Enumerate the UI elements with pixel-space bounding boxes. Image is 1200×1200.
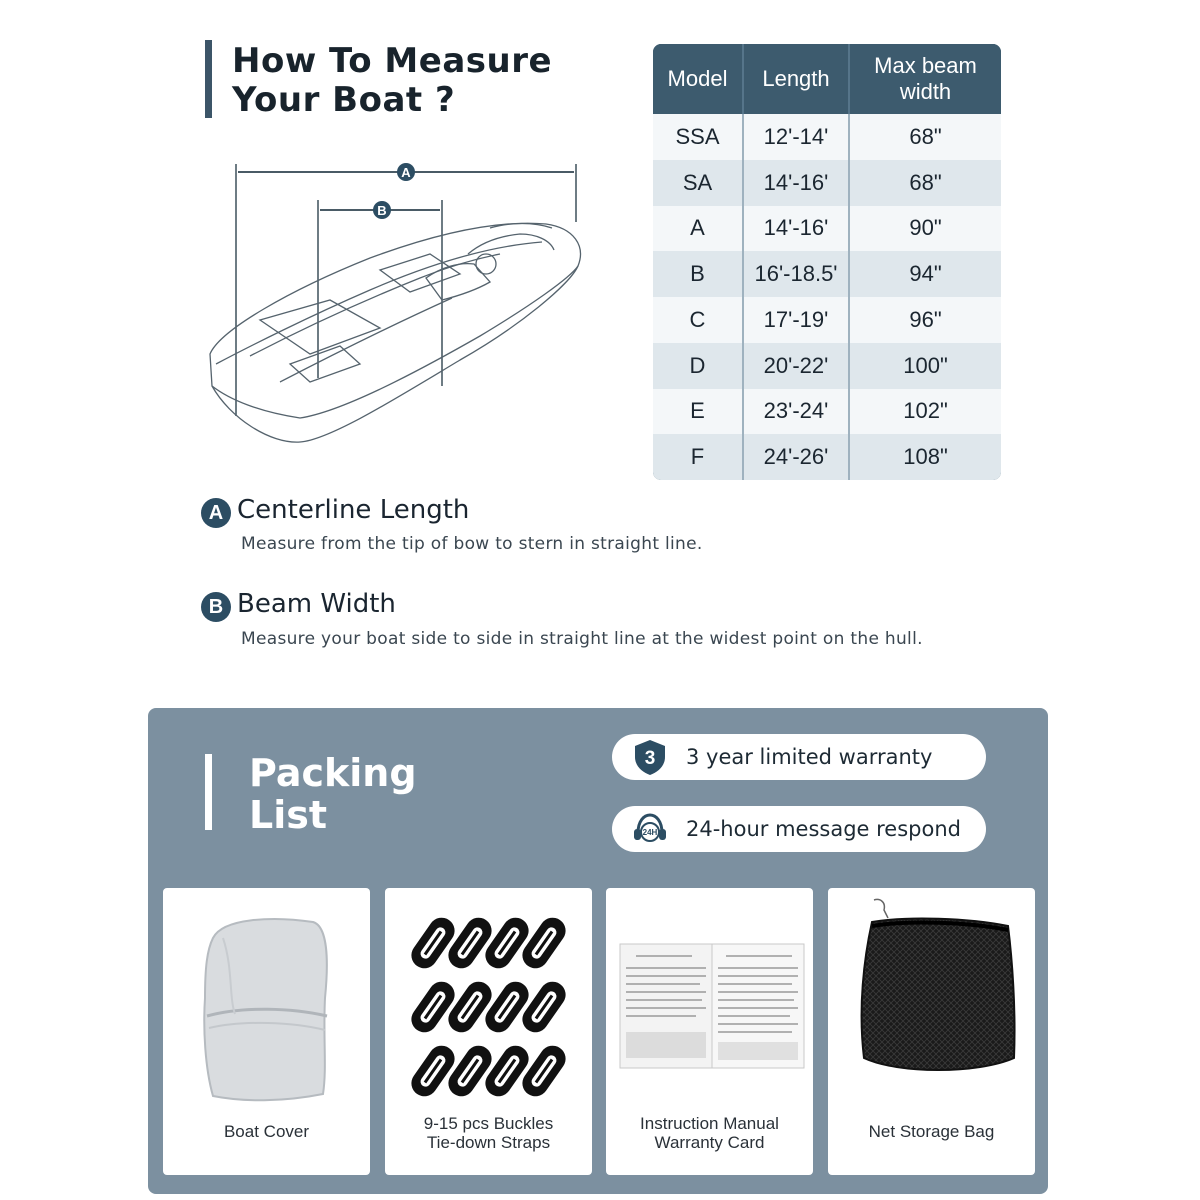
headset-24h-icon — [630, 809, 670, 849]
cell-model: E — [653, 389, 744, 435]
cell-model: C — [653, 297, 744, 343]
table-row — [653, 343, 1001, 389]
straps-icon — [385, 898, 592, 1108]
table-row — [653, 160, 1001, 206]
strap-coil-icon — [443, 977, 496, 1038]
diagram-label-b: B — [377, 203, 387, 218]
table-row — [653, 434, 1001, 480]
table-row — [653, 114, 1001, 160]
cell-model: SSA — [653, 114, 744, 160]
strap-coil-icon — [406, 913, 459, 974]
cell-length: 20'-22' — [744, 343, 850, 389]
strap-coil-icon — [480, 1041, 533, 1102]
packing-title-line1: Packing — [249, 751, 417, 795]
label-line1: Net Storage Bag — [868, 1122, 995, 1141]
strap-coil-icon — [517, 1041, 570, 1102]
cell-length: 17'-19' — [744, 297, 850, 343]
storage-bag-label — [828, 1114, 1035, 1141]
beam-width-title: Beam Width — [237, 589, 396, 619]
cell-length: 16'-18.5' — [744, 251, 850, 297]
cell-beam: 68" — [850, 114, 1001, 160]
strap-coil-icon — [406, 1041, 459, 1102]
manual-label — [606, 1114, 813, 1152]
cell-length: 24'-26' — [744, 434, 850, 480]
table-row — [653, 297, 1001, 343]
packing-title-line2: List — [249, 793, 328, 837]
measure-title-line1: How To Measure — [232, 41, 553, 81]
strap-coil-icon — [480, 977, 533, 1038]
cell-model: SA — [653, 160, 744, 206]
warranty-shield-icon — [630, 737, 670, 777]
label-line2: Warranty Card — [654, 1133, 765, 1152]
cell-model: D — [653, 343, 744, 389]
cell-length: 23'-24' — [744, 389, 850, 435]
label-line2: Tie-down Straps — [426, 1133, 551, 1152]
packing-item-boat-cover — [163, 888, 370, 1175]
cell-beam: 108" — [850, 434, 1001, 480]
cell-beam: 94" — [850, 251, 1001, 297]
warranty-badge-number: 3 — [644, 748, 656, 769]
cell-model: F — [653, 434, 744, 480]
manual-icon — [606, 898, 813, 1108]
packing-item-straps — [385, 888, 592, 1175]
header-max-beam-width: Max beam width — [850, 44, 1001, 114]
table-row — [653, 389, 1001, 435]
packing-item-manual — [606, 888, 813, 1175]
packing-item-storage-bag — [828, 888, 1035, 1175]
title-accent-bar — [205, 40, 212, 118]
table-row — [653, 206, 1001, 252]
strap-coil-icon — [406, 977, 459, 1038]
label-line1: Boat Cover — [223, 1122, 310, 1141]
boat-diagram — [190, 150, 610, 470]
warranty-pill — [612, 734, 986, 780]
cell-length: 12'-14' — [744, 114, 850, 160]
centerline-length-title: Centerline Length — [237, 495, 470, 525]
strap-coil-icon — [443, 913, 496, 974]
support-pill — [612, 806, 986, 852]
label-line1: 9-15 pcs Buckles — [423, 1114, 554, 1133]
cell-length: 14'-16' — [744, 160, 850, 206]
cell-beam: 68" — [850, 160, 1001, 206]
cell-beam: 96" — [850, 297, 1001, 343]
beam-width-desc: Measure your boat side to side in straight line at the widest point on the hull. — [241, 629, 923, 649]
support-text: 24-hour message respond — [686, 817, 961, 841]
straps-label — [385, 1114, 592, 1152]
table-row — [653, 251, 1001, 297]
packing-accent-bar — [205, 754, 212, 830]
centerline-length-desc: Measure from the tip of bow to stern in straight line. — [241, 534, 703, 554]
header-model: Model — [653, 44, 744, 114]
cell-model: B — [653, 251, 744, 297]
centerline-badge-icon: A — [201, 498, 231, 528]
storage-bag-icon — [828, 898, 1035, 1108]
boat-cover-label — [163, 1114, 370, 1141]
label-line1: Instruction Manual — [640, 1114, 779, 1133]
strap-coil-icon — [443, 1041, 496, 1102]
cell-beam: 102" — [850, 389, 1001, 435]
strap-coil-icon — [480, 913, 533, 974]
cell-length: 14'-16' — [744, 206, 850, 252]
measure-title-line2: Your Boat ? — [232, 80, 456, 120]
header-length: Length — [744, 44, 850, 114]
diagram-label-a: A — [401, 165, 411, 180]
warranty-text: 3 year limited warranty — [686, 745, 933, 769]
size-chart-table — [653, 44, 1001, 480]
cell-model: A — [653, 206, 744, 252]
boat-cover-icon — [163, 898, 370, 1108]
strap-coil-icon — [517, 977, 570, 1038]
strap-coil-icon — [517, 913, 570, 974]
measure-title — [232, 42, 552, 120]
beam-badge-icon: B — [201, 592, 231, 622]
cell-beam: 90" — [850, 206, 1001, 252]
cell-beam: 100" — [850, 343, 1001, 389]
support-badge-text: 24H — [642, 828, 658, 837]
packing-list-title — [249, 752, 417, 836]
